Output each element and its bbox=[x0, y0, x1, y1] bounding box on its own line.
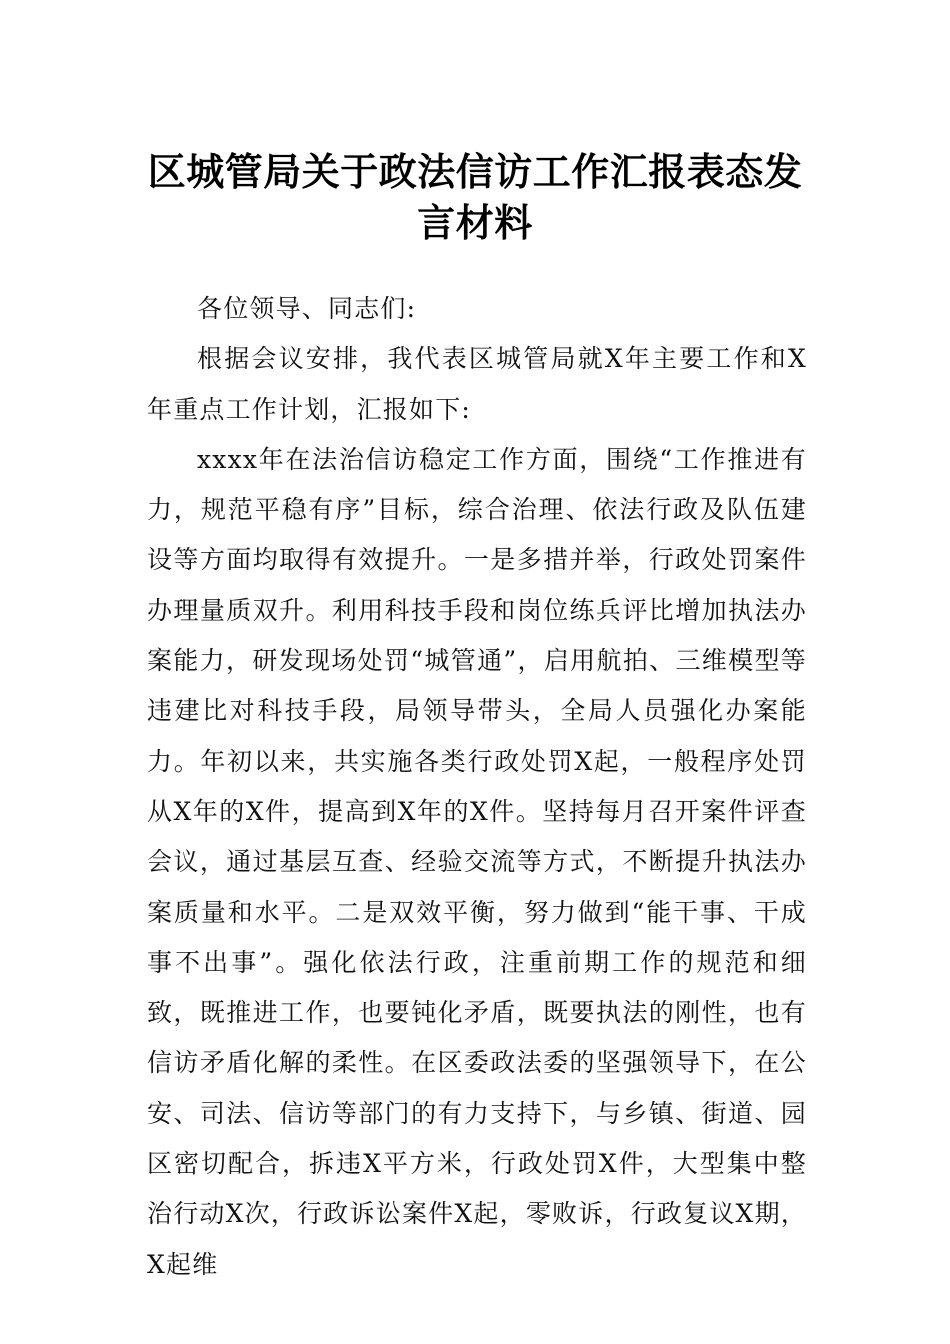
document-body bbox=[147, 284, 807, 1290]
intro-paragraph: 根据会议安排，我代表区城管局就X年主要工作和X年重点工作计划，汇报如下: bbox=[147, 344, 807, 424]
work-summary-paragraph: xxxx年在法治信访稳定工作方面，围绕“工作推进有力，规范平稳有序”目标，综合治理、依法行政及队伍建设等方面均取得有效提升。一是多措并举，行政处罚案件办理量质双升。利用科技手段和岗位练兵评比增加执法办案能力，研发现场处罚“城管通”，启用航拍、三维模型等违建比对科技手段，局领导带头，全局人员强化办案能力。年初以来，共实施各类行政处罚X起，一般程序处罚从X年的X件，提高到X年的X件。坚持每月召开案件评查会议，通过基层互查、经验交流等方式，不断提升执法办案质量和水平。二是双效平衡，努力做到“能干事、干成事不出事”。强化依法行政，注重前期工作的规范和细致，既推进工作，也要钝化矛盾，既要执法的刚性，也有信访矛盾化解的柔性。在区委政法委的坚强领导下，在公安、司法、信访等部门的有力支持下，与乡镇、街道、园区密切配合，拆违X平方米，行政处罚X件，大型集中整治行动X次，行政诉讼案件X起，零败诉，行政复议X期，X起维 bbox=[147, 444, 807, 1279]
document-title: 区城管局关于政法信访工作汇报表态发言材料 bbox=[147, 149, 803, 245]
salutation-paragraph: 各位领导、同志们: bbox=[197, 294, 417, 323]
